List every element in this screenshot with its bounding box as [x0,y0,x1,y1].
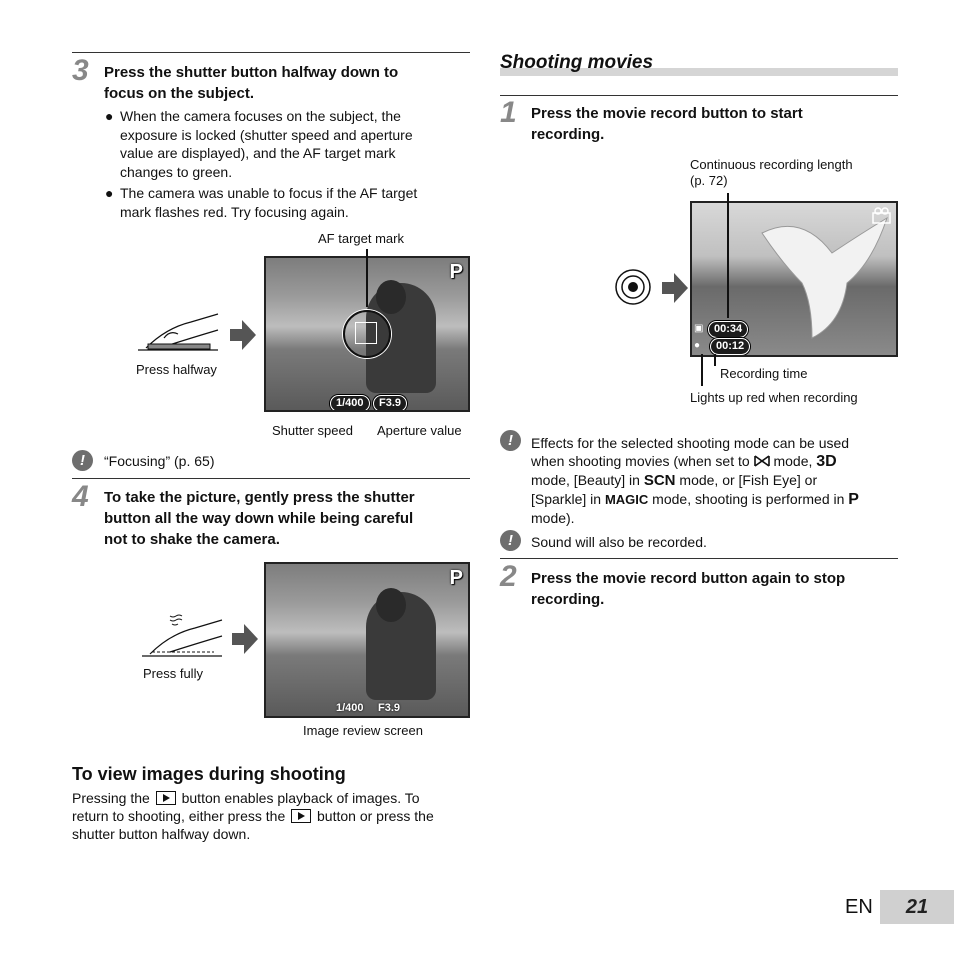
subject-head [376,280,406,314]
step1-number: 1 [500,96,517,129]
note-icon: ! [500,430,521,451]
step3-number: 3 [72,54,89,87]
step1-rule [500,95,898,96]
mode-p-indicator: P [449,261,463,283]
sound-note: Sound will also be recorded. [531,534,707,550]
aperture-value: F3.9 [378,702,401,714]
step3-bullet-2: ● The camera was unable to focus if the AF target mark flashes red. Try focusing again. [105,185,418,220]
section-title: Shooting movies [500,52,654,73]
shutter-speed-label: Shutter speed [272,423,353,438]
movie-length-icon: ▣ [694,323,704,334]
step2-number: 2 [500,560,517,593]
shutter-speed-value: 1/400 [330,395,370,412]
p-mode-label: P [848,491,859,508]
press-fully-illustration [140,612,230,664]
seagull-silhouette [752,213,892,343]
aperture-value-label: Aperture value [377,423,462,438]
movie-record-button-icon [614,268,652,306]
playback-button-icon [291,809,311,823]
step4-title: To take the picture, gently press the shutter button all the way down while being careful not to shake the camera. [104,489,415,548]
scn-mode-label: SCN [643,472,676,489]
af-target-mark [355,322,377,344]
step2-rule [500,558,898,559]
effects-note: Effects for the selected shooting mode can be used when shooting movies (when set to mode, 3D mode, [Beauty] in SCN mode, or [Fish Eye] or [Sparkle] in MAGIC mode, shooting is performed in P mode). [531,435,859,526]
view-heading: To view images during shooting [72,764,346,784]
recording-time-label: Recording time [720,366,808,381]
3d-mode-label: 3D [816,453,837,470]
arrow-right-icon [662,273,688,303]
af-target-label: AF target mark [318,231,404,246]
page-number: 21 [880,890,954,924]
af-leader-line [366,249,368,307]
step4-number: 4 [72,480,89,513]
lights-up-label: Lights up red when recording [690,390,858,405]
step1-title: Press the movie record button to start recording. [531,105,803,143]
focusing-note: “Focusing” (p. 65) [104,453,215,469]
press-halfway-illustration [136,308,226,358]
step3-bullet-1: ● When the camera focuses on the subject, the exposure is locked (shutter speed and aperture value are displayed), and the AF target mark changes to green. [105,108,413,180]
cont-length-leader [727,193,729,318]
arrow-right-icon [232,624,258,654]
step3-rule [72,52,470,53]
step4-rule [72,478,470,479]
continuous-recording-length: 00:34 [708,321,748,338]
aperture-value: F3.9 [373,395,407,412]
recording-time: 00:12 [710,338,750,355]
press-fully-label: Press fully [143,666,203,681]
image-review-label: Image review screen [303,723,423,738]
continuous-length-label: Continuous recording length (p. 72) [690,157,853,188]
language-label: EN [845,896,873,918]
shutter-speed-value: 1/400 [336,702,364,714]
panorama-mode-icon [754,455,770,467]
recording-indicator-icon: ● [694,340,701,351]
camera-screen-movie [690,201,898,357]
mode-p-indicator: P [449,567,463,589]
press-halfway-label: Press halfway [136,362,217,377]
camera-screen-review [264,562,470,718]
step3-title: Press the shutter button halfway down to focus on the subject. [104,64,399,102]
subject-head [376,588,406,622]
note-icon: ! [72,450,93,471]
movie-mode-icon [872,207,892,225]
rec-time-leader [714,354,716,366]
step2-title: Press the movie record button again to stop recording. [531,570,846,608]
magic-mode-label: MAGIC [604,492,649,507]
playback-button-icon [156,791,176,805]
arrow-right-icon [230,320,256,350]
note-icon: ! [500,530,521,551]
lights-leader [701,354,703,386]
view-body: Pressing the button enables playback of images. To return to shooting, either press the button or press the shutter button halfway down. [72,790,434,842]
